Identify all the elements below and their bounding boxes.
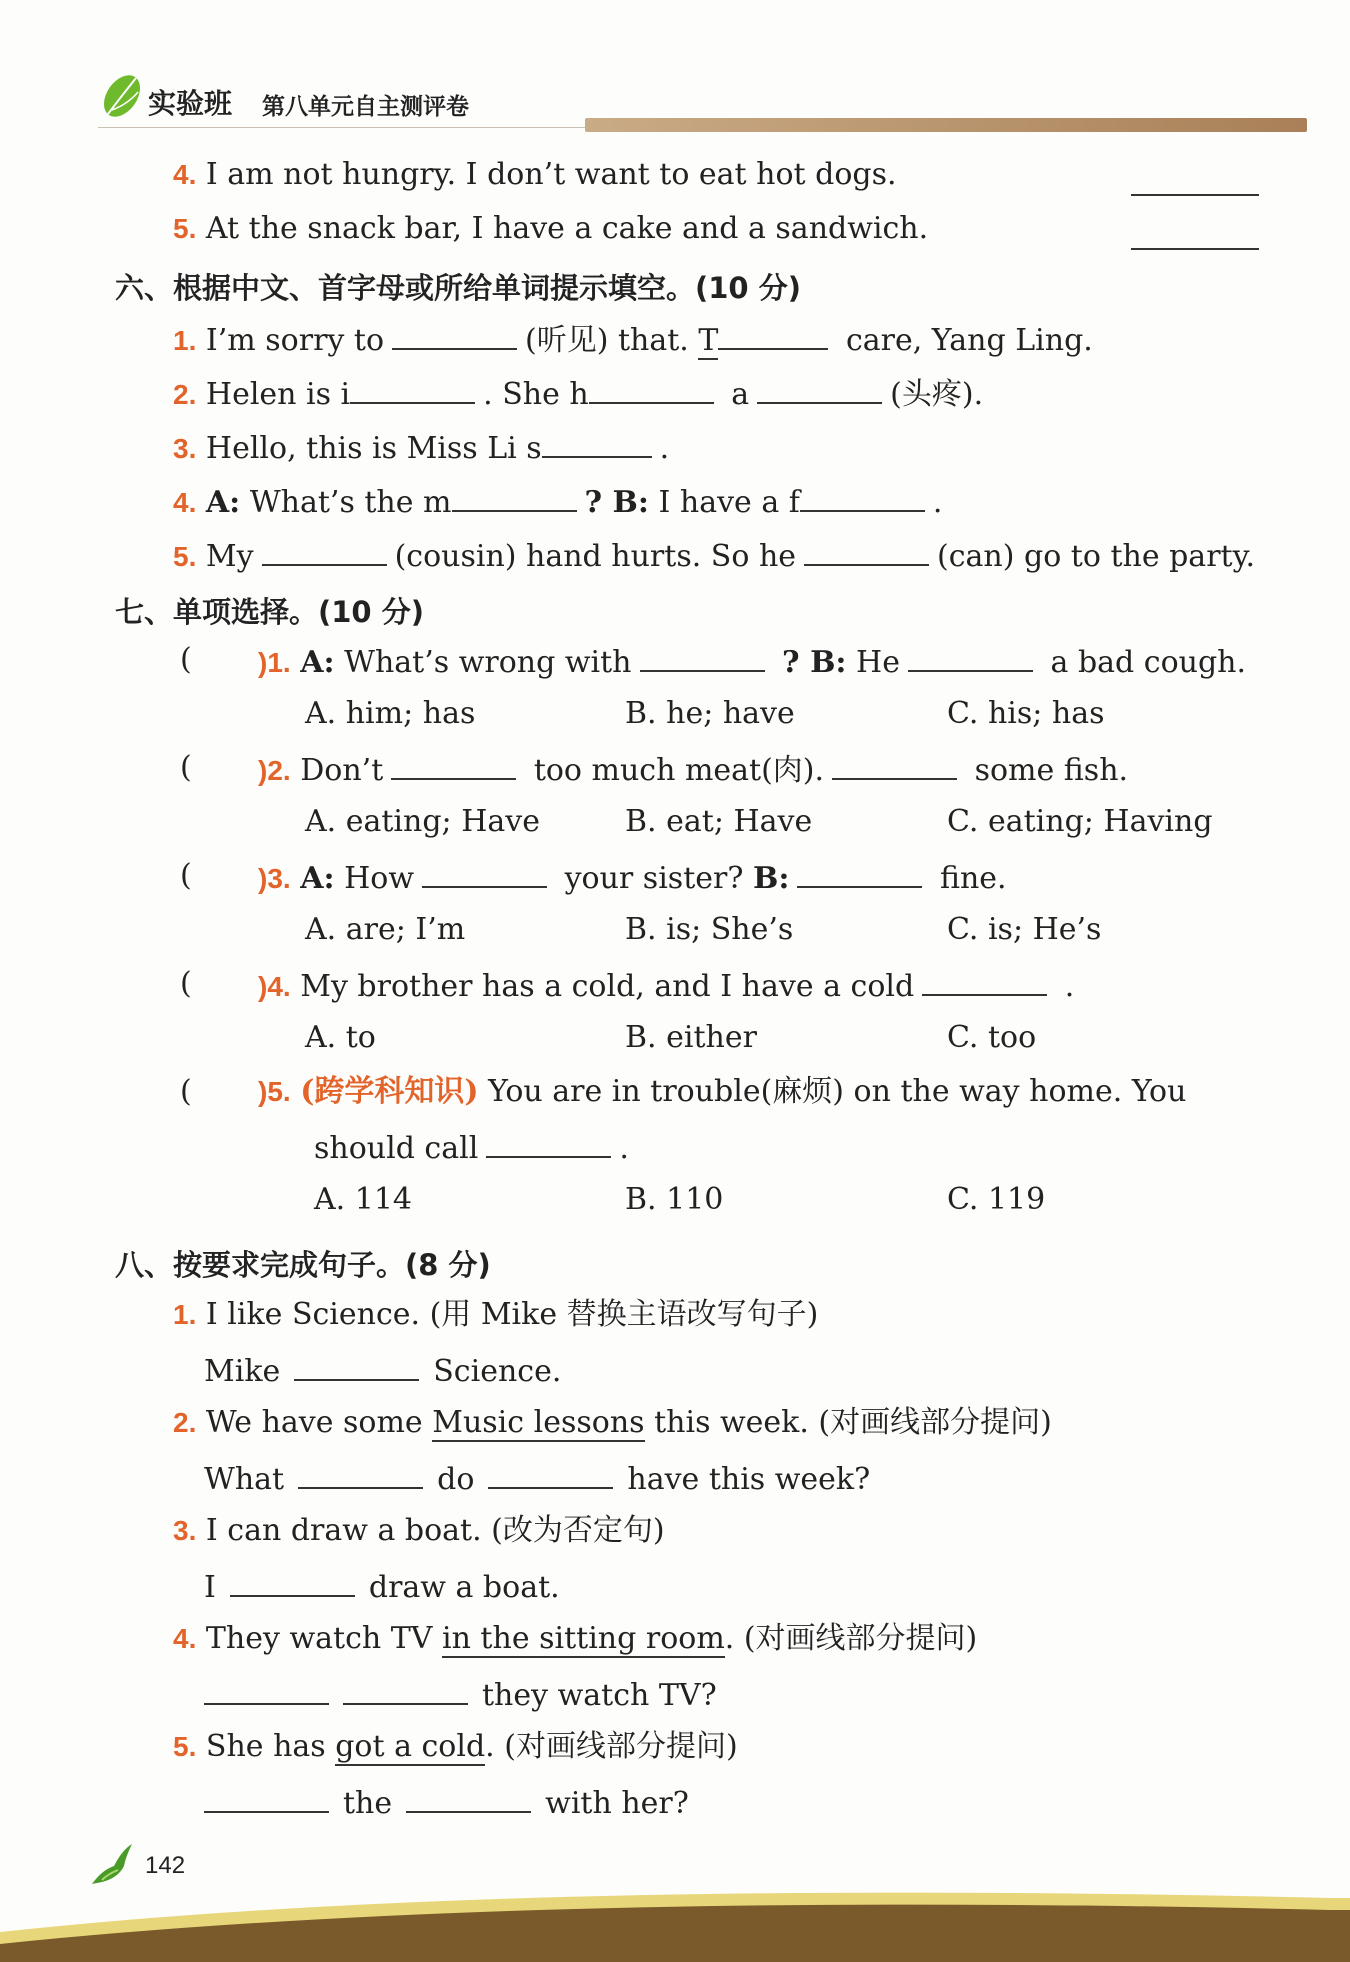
item-text: the xyxy=(343,1786,393,1821)
list-item xyxy=(173,1729,738,1765)
answer-blank[interactable] xyxy=(406,1783,531,1813)
item-text: What’s wrong with xyxy=(344,645,632,680)
answer-blank[interactable] xyxy=(908,642,1033,672)
item-text: At the snack bar, I have a cake and a sandwich. xyxy=(205,211,929,246)
item-number: 4. xyxy=(173,1623,197,1654)
answer-blank[interactable] xyxy=(922,966,1047,996)
item-text: I xyxy=(204,1570,216,1605)
item-text: do xyxy=(437,1462,475,1497)
answer-blank[interactable] xyxy=(343,1675,468,1705)
answer-blank[interactable] xyxy=(800,482,925,512)
answer-blank[interactable] xyxy=(640,642,765,672)
answer-blank[interactable] xyxy=(1131,194,1259,196)
list-item xyxy=(173,211,928,247)
answer-paren[interactable]: ( xyxy=(180,858,192,893)
section-title: 八、按要求完成句子。(8 分) xyxy=(115,1248,491,1282)
section-title: 七、单项选择。(10 分) xyxy=(115,595,424,629)
item-number: 4. xyxy=(173,487,197,518)
item-text: They watch TV xyxy=(205,1621,433,1656)
answer-paren[interactable]: ( xyxy=(180,966,192,1001)
page-title: 第八单元自主测评卷 xyxy=(262,94,469,120)
item-number: 5. xyxy=(173,541,197,572)
item-number: )2. xyxy=(258,755,291,786)
list-item xyxy=(173,1513,665,1549)
list-item xyxy=(173,157,897,193)
item-text: care, Yang Ling. xyxy=(845,323,1093,358)
item-number: 2. xyxy=(173,379,197,410)
item-text: should call xyxy=(314,1131,479,1166)
item-text: (cousin) hand hurts. So he xyxy=(394,539,797,574)
item-text: My xyxy=(205,539,254,574)
question-text xyxy=(258,858,1007,897)
item-text: . (对画线部分提问) xyxy=(485,1729,738,1764)
speaker-label: A: xyxy=(205,485,241,520)
list-item xyxy=(173,536,1255,575)
answer-option[interactable]: B. 110 xyxy=(625,1182,724,1217)
item-text: How xyxy=(344,861,415,896)
answer-blank[interactable] xyxy=(757,374,882,404)
answer-blank[interactable] xyxy=(422,858,547,888)
answer-blank[interactable] xyxy=(204,1783,329,1813)
page-number: 142 xyxy=(145,1852,186,1879)
speaker-label: ? B: xyxy=(782,645,847,680)
answer-blank[interactable] xyxy=(392,320,517,350)
answer-option[interactable]: A. eating; Have xyxy=(305,804,540,839)
item-number: 1. xyxy=(173,325,197,356)
answer-line xyxy=(204,1459,870,1498)
item-number: 1. xyxy=(173,1299,197,1330)
item-text: . (对画线部分提问) xyxy=(724,1621,978,1656)
list-item xyxy=(173,320,1093,359)
hint-letter: T xyxy=(698,323,719,358)
item-text: I’m sorry to xyxy=(205,323,385,358)
answer-option[interactable]: A. are; I’m xyxy=(305,912,466,947)
answer-blank[interactable] xyxy=(718,320,828,350)
item-text: your sister? xyxy=(564,861,744,896)
answer-blank[interactable] xyxy=(230,1567,355,1597)
speaker-label: A: xyxy=(300,861,335,896)
underlined-phrase: Music lessons xyxy=(432,1405,645,1440)
answer-paren[interactable]: ( xyxy=(180,1074,192,1109)
answer-option[interactable]: C. his; has xyxy=(947,696,1105,731)
item-text: I am not hungry. I don’t want to eat hot dogs. xyxy=(205,157,897,192)
item-text: (听见) that. xyxy=(525,323,689,358)
item-text: You are in trouble(麻烦) on the way home. You xyxy=(488,1074,1187,1109)
answer-option[interactable]: C. is; He’s xyxy=(947,912,1102,947)
item-text: with her? xyxy=(545,1786,689,1821)
item-text: they watch TV? xyxy=(482,1678,717,1713)
question-text xyxy=(258,1074,1186,1110)
item-text: (can) go to the party. xyxy=(937,539,1256,574)
item-text: She has xyxy=(205,1729,326,1764)
item-text: What’s the m xyxy=(249,485,452,520)
answer-option[interactable]: A. to xyxy=(305,1020,376,1055)
header-band xyxy=(585,118,1307,132)
answer-blank[interactable] xyxy=(832,750,957,780)
list-item xyxy=(173,1405,1052,1441)
answer-blank[interactable] xyxy=(452,482,577,512)
item-text: some fish. xyxy=(974,753,1129,788)
answer-blank[interactable] xyxy=(298,1459,423,1489)
item-text: (头疼). xyxy=(890,377,984,412)
item-number: )4. xyxy=(258,971,291,1002)
answer-blank[interactable] xyxy=(204,1675,329,1705)
item-text: Science. xyxy=(433,1354,562,1389)
list-item xyxy=(173,1621,977,1657)
answer-blank[interactable] xyxy=(262,536,387,566)
answer-blank[interactable] xyxy=(804,536,929,566)
subject-tag: (跨学科知识) xyxy=(300,1074,479,1109)
answer-blank[interactable] xyxy=(542,428,652,458)
answer-line xyxy=(204,1783,689,1822)
bottom-decoration xyxy=(0,1870,1350,1962)
item-number: 2. xyxy=(173,1407,197,1438)
answer-option[interactable]: C. eating; Having xyxy=(947,804,1213,839)
item-text: . xyxy=(1064,969,1075,1004)
item-number: 4. xyxy=(173,159,197,190)
item-text: Don’t xyxy=(300,753,384,788)
answer-option[interactable]: A. him; has xyxy=(305,696,476,731)
answer-option[interactable]: C. too xyxy=(947,1020,1037,1055)
answer-option[interactable]: C. 119 xyxy=(947,1182,1046,1217)
item-text: fine. xyxy=(939,861,1007,896)
answer-blank[interactable] xyxy=(488,1459,613,1489)
answer-option[interactable]: B. eat; Have xyxy=(625,804,813,839)
answer-line xyxy=(204,1351,561,1390)
item-text: I have a f xyxy=(658,485,800,520)
item-text: have this week? xyxy=(627,1462,871,1497)
item-text: He xyxy=(856,645,900,680)
item-text: I can draw a boat. (改为否定句) xyxy=(205,1513,665,1548)
answer-blank[interactable] xyxy=(1131,248,1259,250)
item-text: Mike xyxy=(204,1354,281,1389)
item-number: )1. xyxy=(258,647,291,678)
answer-option[interactable]: B. either xyxy=(625,1020,757,1055)
answer-line xyxy=(204,1567,560,1606)
item-text: I like Science. (用 Mike 替换主语改写句子) xyxy=(205,1297,819,1332)
item-text: . She h xyxy=(483,377,589,412)
answer-blank[interactable] xyxy=(350,374,475,404)
item-text: Helen is i xyxy=(205,377,351,412)
underlined-phrase: in the sitting room xyxy=(441,1621,725,1656)
item-text: . xyxy=(659,431,670,466)
item-text: a bad cough. xyxy=(1050,645,1247,680)
speaker-label: A: xyxy=(300,645,335,680)
answer-blank[interactable] xyxy=(797,858,922,888)
item-text: draw a boat. xyxy=(368,1570,560,1605)
answer-option[interactable]: B. is; She’s xyxy=(625,912,794,947)
item-text: My brother has a cold, and I have a cold xyxy=(300,969,915,1004)
list-item xyxy=(173,1297,818,1333)
answer-option[interactable]: B. he; have xyxy=(625,696,795,731)
answer-blank[interactable] xyxy=(486,1128,611,1158)
item-number: )3. xyxy=(258,863,291,894)
answer-option[interactable]: A. 114 xyxy=(314,1182,412,1217)
list-item xyxy=(173,374,983,413)
leaf-logo-icon xyxy=(98,70,146,122)
item-text: What xyxy=(204,1462,285,1497)
item-number: 5. xyxy=(173,213,197,244)
question-text xyxy=(258,750,1128,789)
header-rule xyxy=(98,127,598,128)
answer-blank[interactable] xyxy=(391,750,516,780)
answer-blank[interactable] xyxy=(294,1351,419,1381)
question-text xyxy=(258,642,1246,681)
question-text xyxy=(258,966,1074,1005)
item-text: this week. (对画线部分提问) xyxy=(654,1405,1052,1440)
answer-blank[interactable] xyxy=(589,374,714,404)
item-number: 3. xyxy=(173,1515,197,1546)
list-item xyxy=(173,428,669,467)
brand-label: 实验班 xyxy=(148,87,233,120)
answer-paren[interactable]: ( xyxy=(180,750,192,785)
item-number: 3. xyxy=(173,433,197,464)
item-text: Hello, this is Miss Li s xyxy=(205,431,542,466)
answer-line xyxy=(204,1675,717,1714)
list-item xyxy=(173,482,942,521)
speaker-label: B: xyxy=(752,861,790,896)
item-text: We have some xyxy=(205,1405,423,1440)
speaker-label: ? B: xyxy=(584,485,649,520)
question-text-continued xyxy=(314,1128,629,1167)
item-text: . xyxy=(932,485,943,520)
item-number: )5. xyxy=(258,1076,291,1107)
item-text: too much meat(肉). xyxy=(533,753,825,788)
section-title: 六、根据中文、首字母或所给单词提示填空。(10 分) xyxy=(115,271,801,305)
item-text: a xyxy=(731,377,750,412)
item-number: 5. xyxy=(173,1731,197,1762)
answer-paren[interactable]: ( xyxy=(180,642,192,677)
item-text: . xyxy=(619,1131,629,1166)
underlined-phrase: got a cold xyxy=(335,1729,486,1764)
